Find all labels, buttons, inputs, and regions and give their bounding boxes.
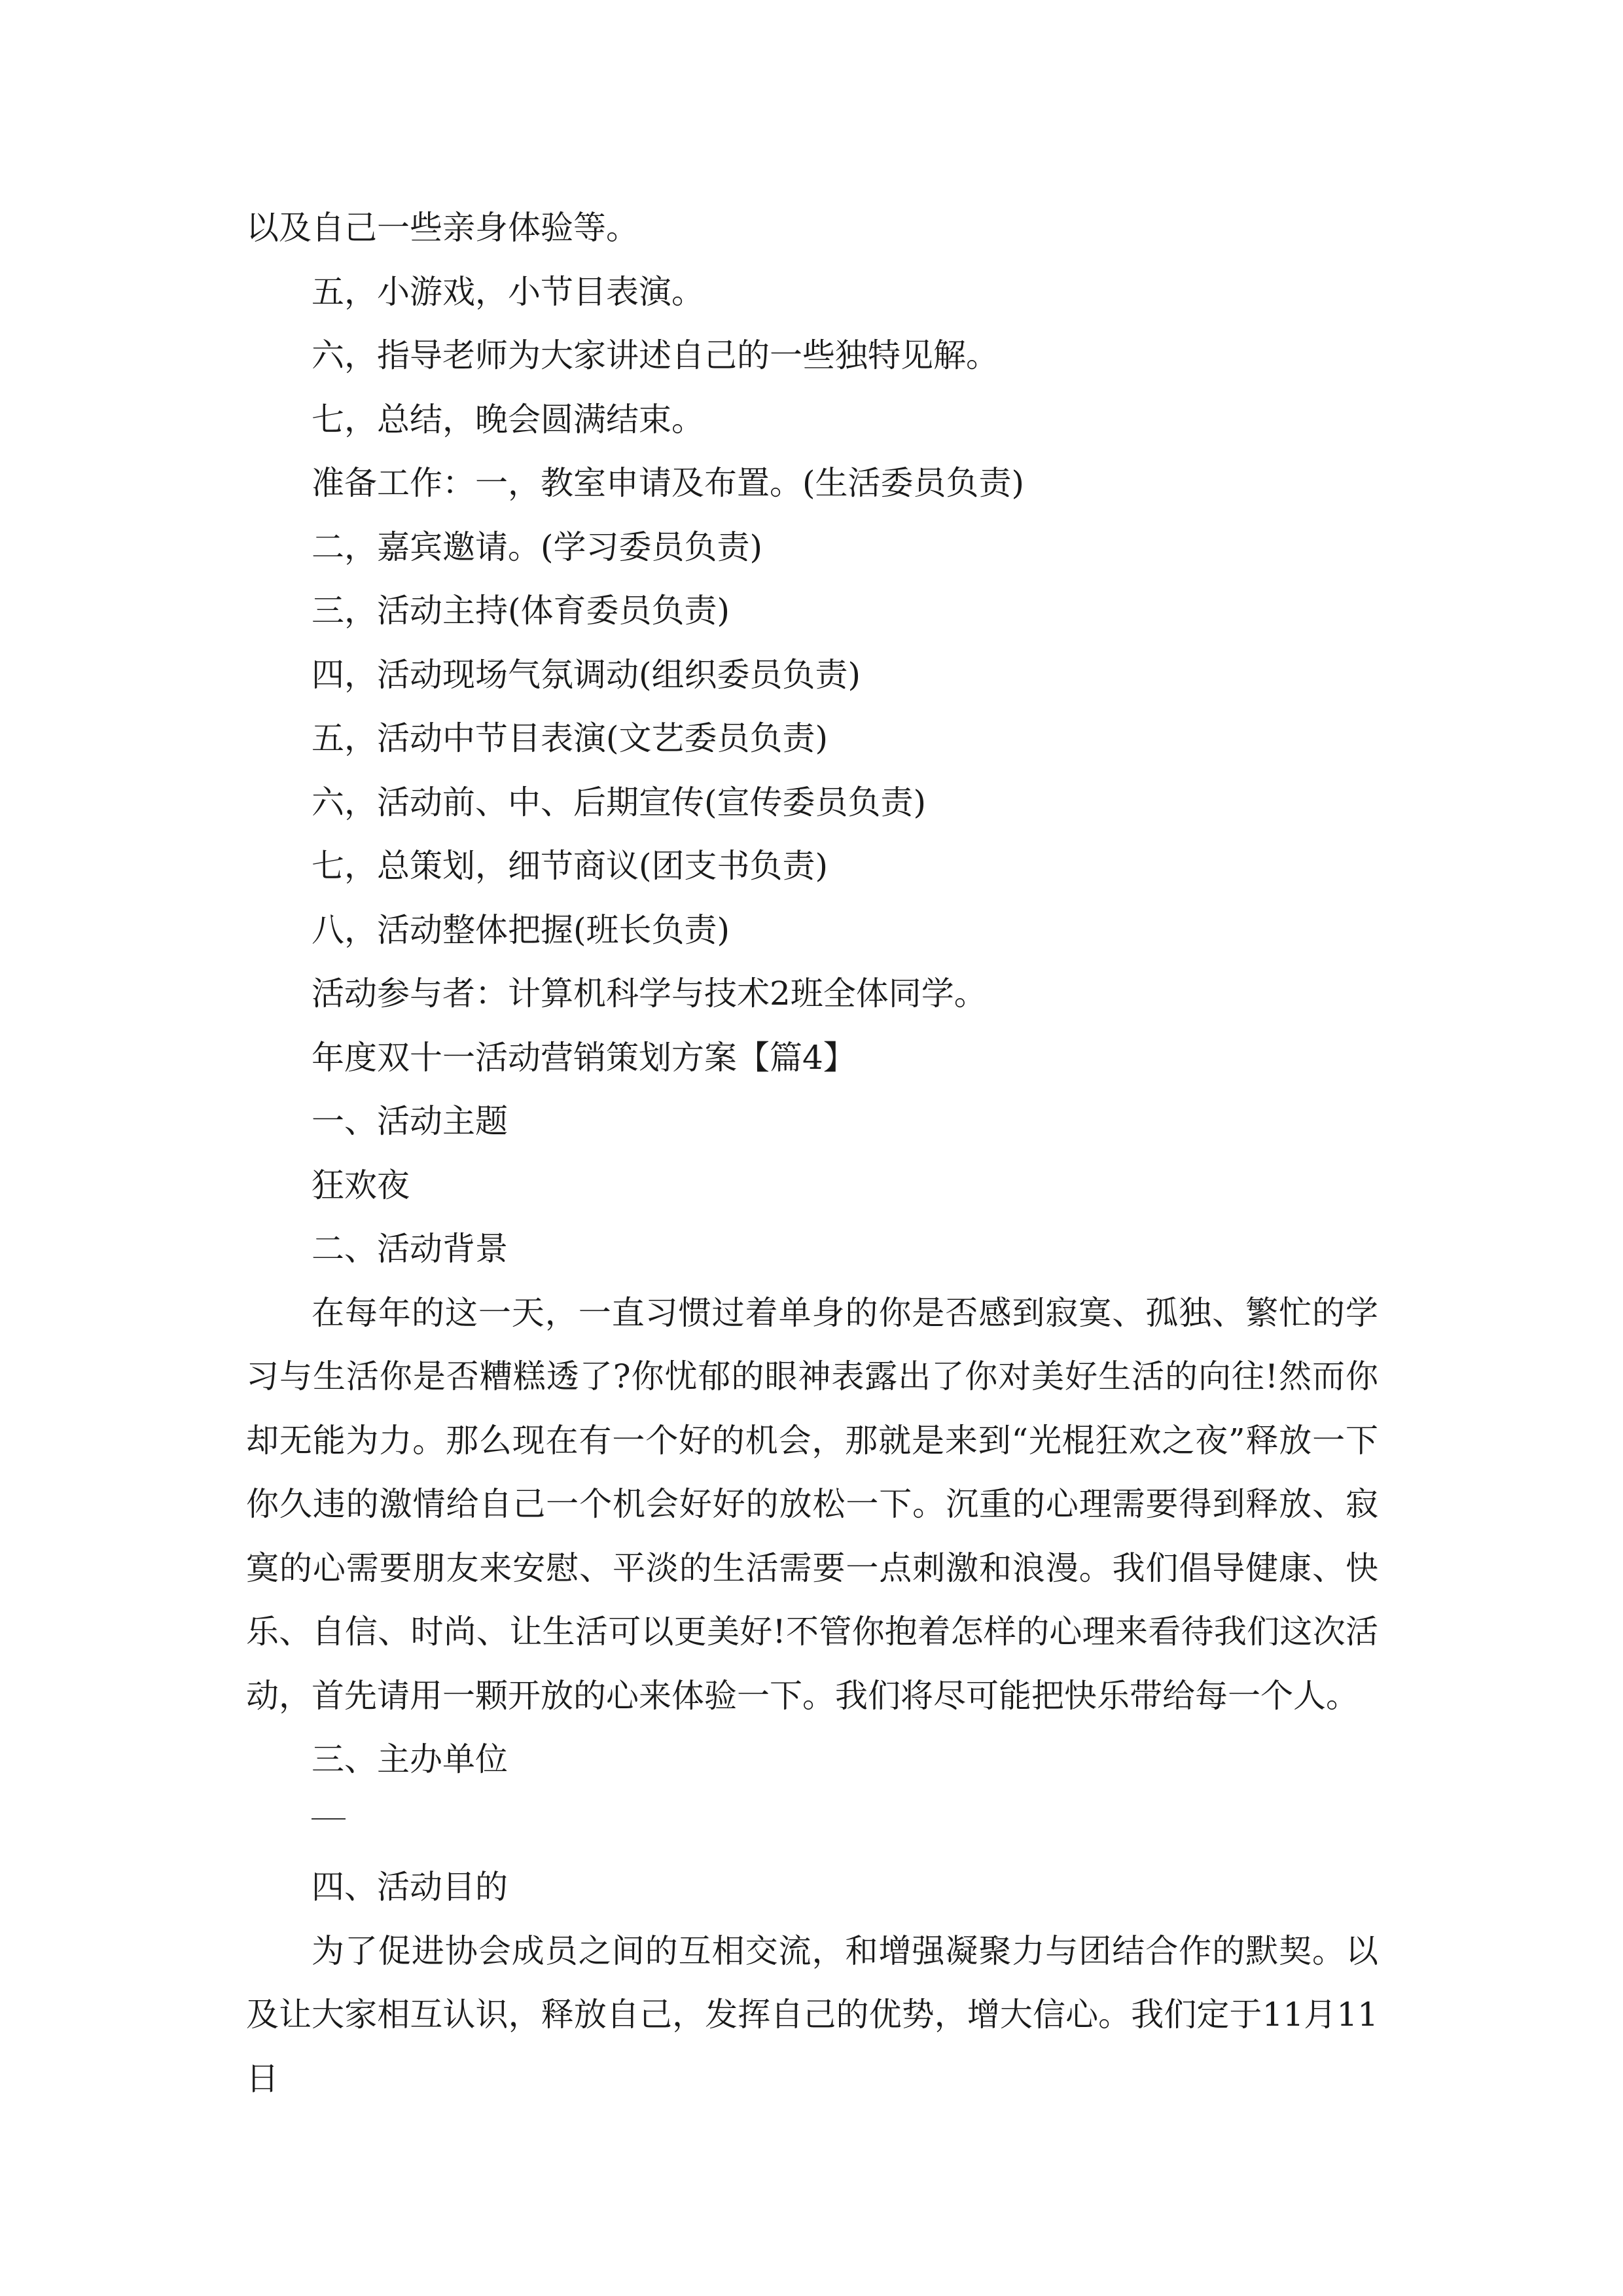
text-line: 活动参与者：计算机科学与技术2班全体同学。 — [312, 975, 987, 1013]
text-line: 六，指导老师为大家讲述自己的一些独特见解。 — [312, 336, 999, 374]
heading-theme: 一、活动主题 — [312, 1102, 508, 1140]
theme-value: 狂欢夜 — [312, 1166, 410, 1204]
organizer-value — [246, 1792, 1378, 1856]
text-line: 四，活动现场气氛调动(组织委员负责) — [312, 655, 861, 694]
background-paragraph: 在每年的这一天，一直习惯过着单身的你是否感到寂寞、孤独、繁忙的学习与生活你是否糟糕透了?你忧郁的眼神表露出了你对美好生活的向往!然而你却无能为力。那么现在有一个好的机会，那就是来到“光棍狂欢之夜”释放一下你久违的激情给自己一个机会好好的放松一下。沉重的心理需要得到释放、寂寞的心需要朋友来安慰、平淡的生活需要一点刺激和浪漫。我们倡导健康、快乐、自信、时尚、让生活可以更美好!不管你抱着怎样的心理来看待我们这次活动，首先请用一颗开放的心来体验一下。我们将尽可能把快乐带给每一个人。 — [246, 1293, 1378, 1715]
section-title: 年度双十一活动营销策划方案【篇4】 — [312, 1038, 856, 1077]
text-line: 七，总结，晚会圆满结束。 — [312, 400, 704, 439]
text-line: 六，活动前、中、后期宣传(宣传委员负责) — [312, 783, 927, 821]
text-line: 三，活动主持(体育委员负责) — [312, 592, 730, 630]
text-line: 以及自己一些亲身体验等。 — [246, 209, 639, 247]
text-line: 准备工作：一，教室申请及布置。(生活委员负责) — [312, 464, 1025, 502]
text-line: 八，活动整体把握(班长负责) — [312, 910, 730, 949]
text-line: 五，活动中节目表演(文艺委员负责) — [312, 719, 829, 757]
dash-mark — [312, 1818, 346, 1820]
heading-purpose: 四、活动目的 — [312, 1868, 508, 1906]
heading-background: 二、活动背景 — [312, 1230, 508, 1268]
text-line: 二，嘉宾邀请。(学习委员负责) — [312, 528, 763, 566]
document-body — [246, 196, 1378, 2111]
heading-organizer: 三、主办单位 — [312, 1740, 508, 1778]
text-line: 七，总策划，细节商议(团支书负责) — [312, 847, 829, 885]
purpose-paragraph: 为了促进协会成员之间的互相交流，和增强凝聚力与团结合作的默契。以及让大家相互认识，释放自己，发挥自己的优势，增大信心。我们定于11月11日 — [246, 1931, 1378, 2098]
text-line: 五，小游戏，小节目表演。 — [312, 272, 704, 311]
